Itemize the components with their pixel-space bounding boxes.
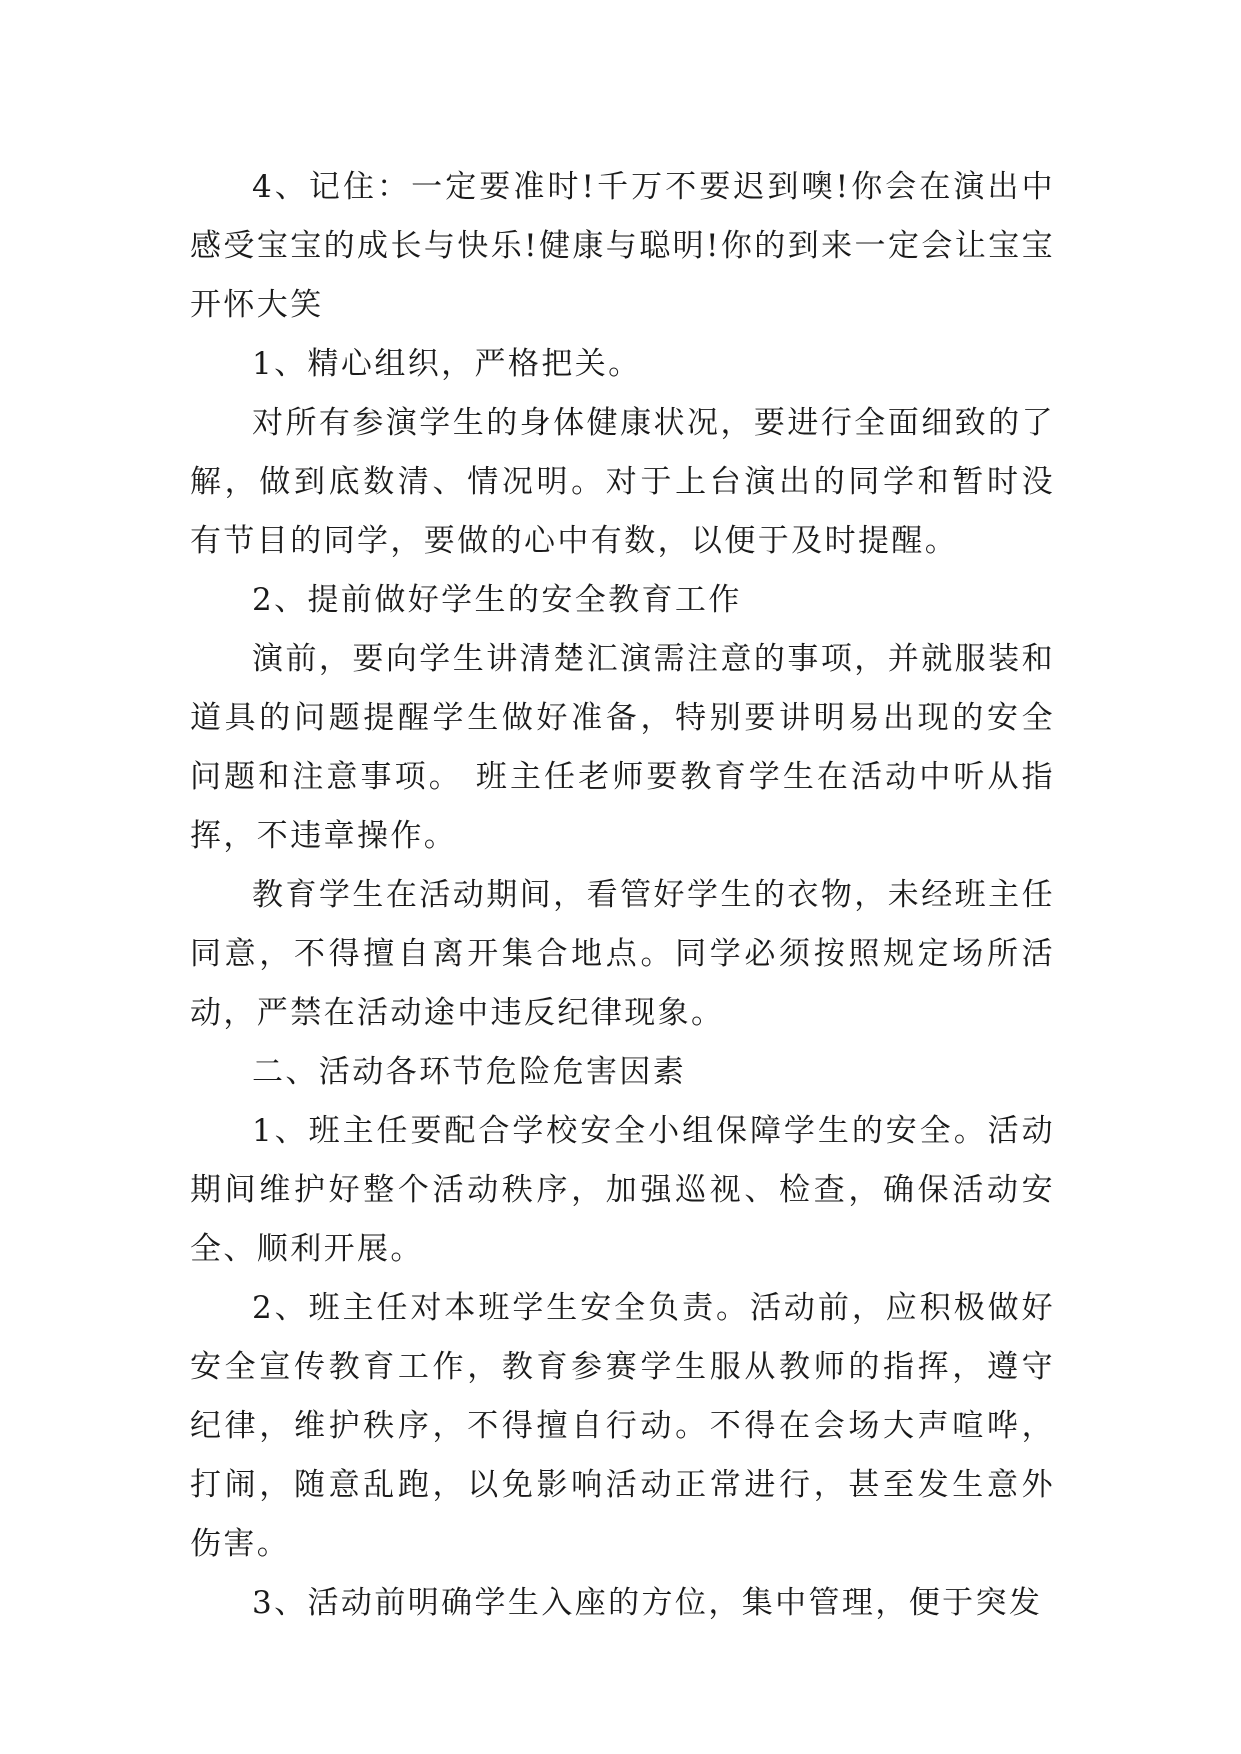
paragraph-item-3: 3、活动前明确学生入座的方位，集中管理，便于突发 <box>252 1585 1043 1621</box>
document-body <box>190 158 1055 1633</box>
paragraph-discipline: 教育学生在活动期间，看管好学生的衣物，未经班主任同意，不得擅自离开集合地点。同学必须按照规定场所活动，严禁在活动途中违反纪律现象。 <box>190 877 1055 1031</box>
paragraph-item-1: 1、班主任要配合学校安全小组保障学生的安全。活动期间维护好整个活动秩序，加强巡视、检查，确保活动安全、顺利开展。 <box>190 1113 1055 1267</box>
paragraph-item-2: 2、班主任对本班学生安全负责。活动前，应积极做好安全宣传教育工作，教育参赛学生服从教师的指挥，遵守纪律，维护秩序，不得擅自行动。不得在会场大声喧哗，打闹，随意乱跑，以免影响活动正常进行，甚至发生意外伤害。 <box>190 1290 1055 1562</box>
paragraph-health-check: 对所有参演学生的身体健康状况，要进行全面细致的了解，做到底数清、情况明。对于上台演出的同学和暂时没有节目的同学，要做的心中有数，以便于及时提醒。 <box>190 405 1055 559</box>
paragraph-pre-show: 演前，要向学生讲清楚汇演需注意的事项，并就服装和道具的问题提醒学生做好准备，特别要讲明易出现的安全问题和注意事项。 班主任老师要教育学生在活动中听从指挥，不违章操作。 <box>190 641 1055 854</box>
paragraph-heading-safety-education: 2、提前做好学生的安全教育工作 <box>252 582 742 618</box>
paragraph-heading-organize: 1、精心组织，严格把关。 <box>252 346 642 382</box>
paragraph-reminder: 4、记住：一定要准时!千万不要迟到噢!你会在演出中感受宝宝的成长与快乐!健康与聪明!你的到来一定会让宝宝开怀大笑 <box>190 169 1055 323</box>
paragraph-section-hazards: 二、活动各环节危险危害因素 <box>252 1054 687 1090</box>
